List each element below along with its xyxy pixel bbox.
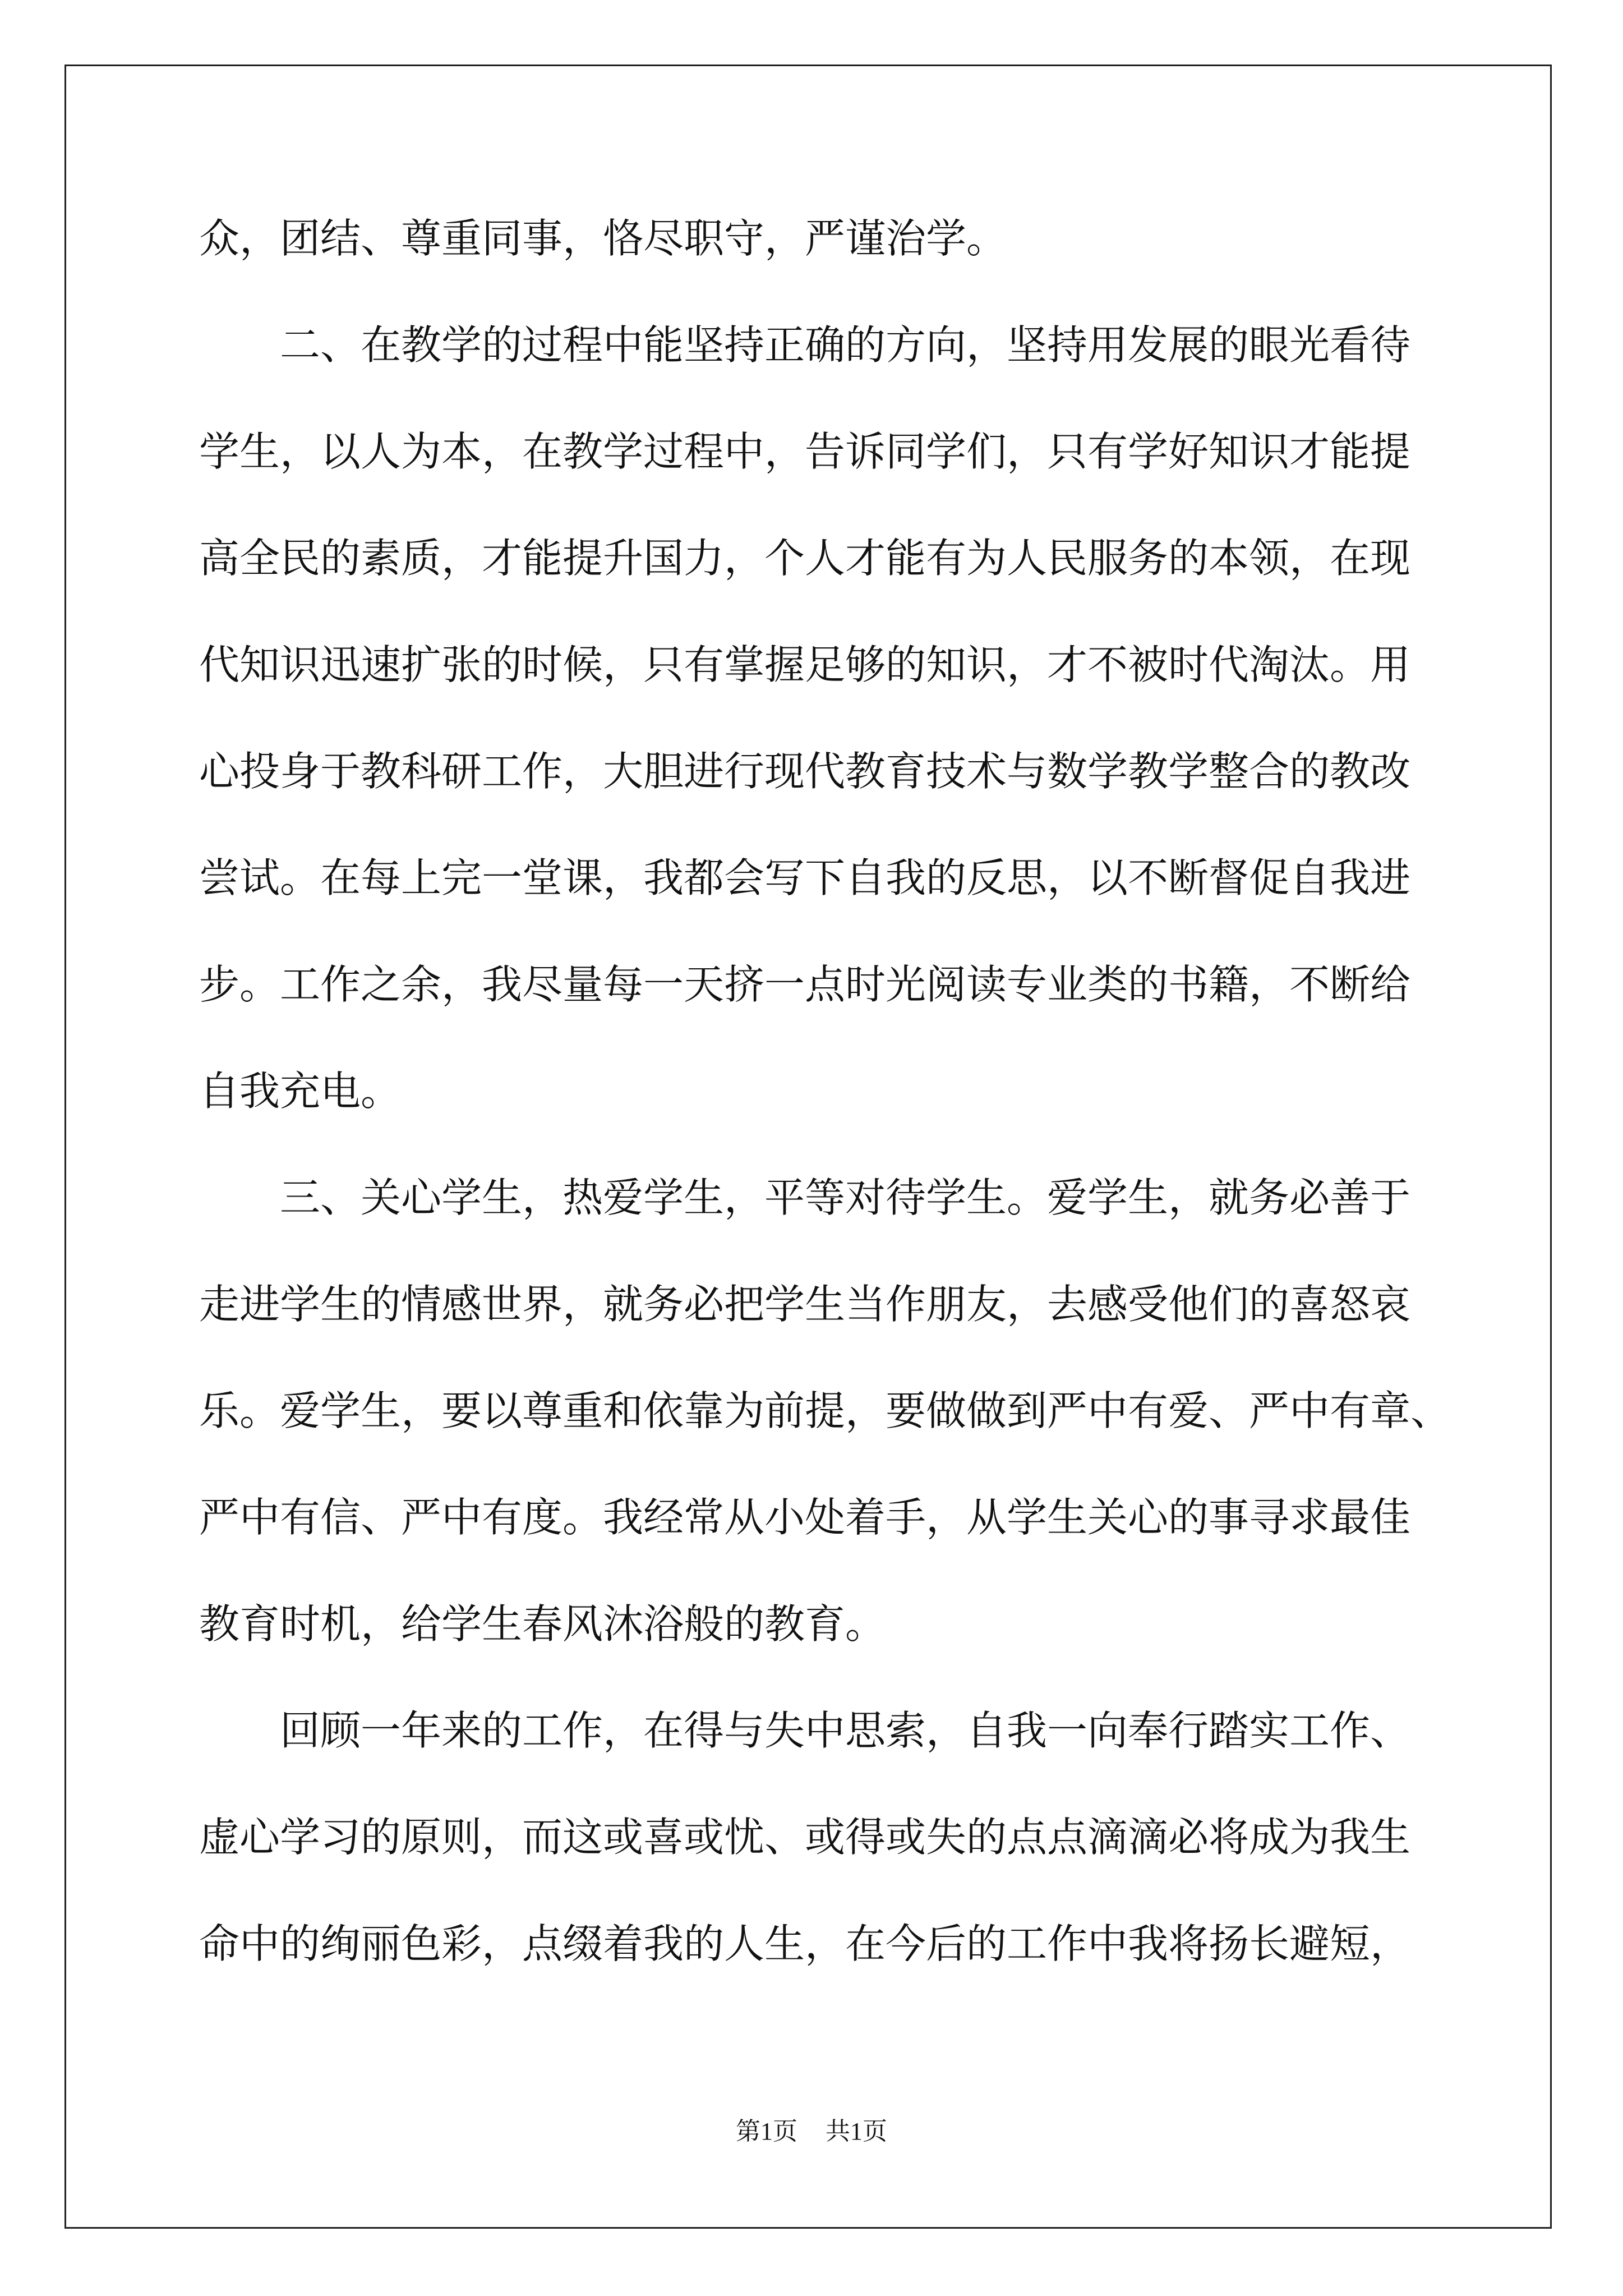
text-line: 自我充电。 [199, 1068, 402, 1115]
text-line: 虚心学习的原则，而这或喜或忧、或得或失的点点滴滴必将成为我生 [199, 1814, 1411, 1861]
page-footer [0, 2115, 1623, 2148]
text-line: 高全民的素质，才能提升国力，个人才能有为人民服务的本领，在现 [199, 535, 1411, 582]
text-line: 众，团结、尊重同事，恪尽职守，严谨治学。 [199, 215, 1007, 262]
paragraph-3-first-line: 三、关心学生，热爱学生，平等对待学生。爱学生，就务必善于 [280, 1174, 1411, 1221]
text-line: 心投身于教科研工作，大胆进行现代教育技术与数学教学整合的教改 [199, 748, 1411, 795]
text-line: 学生，以人为本，在教学过程中，告诉同学们，只有学好知识才能提 [199, 428, 1411, 475]
total-pages: 共1页 [826, 2118, 887, 2145]
page-number: 第1页 [736, 2118, 797, 2145]
text-line: 严中有信、严中有度。我经常从小处着手，从学生关心的事寻求最佳 [199, 1494, 1411, 1541]
text-line: 教育时机，给学生春风沐浴般的教育。 [199, 1600, 886, 1648]
text-line: 代知识迅速扩张的时候，只有掌握足够的知识，才不被时代淘汰。用 [199, 641, 1411, 688]
page-border [64, 65, 1552, 2229]
text-line: 走进学生的情感世界，就务必把学生当作朋友，去感受他们的喜怒哀 [199, 1281, 1411, 1328]
text-line: 乐。爱学生，要以尊重和依靠为前提，要做做到严中有爱、严中有章、 [199, 1387, 1451, 1434]
paragraph-4-first-line: 回顾一年来的工作，在得与失中思索，自我一向奉行踏实工作、 [280, 1707, 1411, 1754]
text-line: 步。工作之余，我尽量每一天挤一点时光阅读专业类的书籍，不断给 [199, 961, 1411, 1008]
text-line: 尝试。在每上完一堂课，我都会写下自我的反思，以不断督促自我进 [199, 854, 1411, 901]
paragraph-2-first-line: 二、在教学的过程中能坚持正确的方向，坚持用发展的眼光看待 [280, 321, 1411, 369]
text-line: 命中的绚丽色彩，点缀着我的人生，在今后的工作中我将扬长避短， [199, 1920, 1411, 1967]
